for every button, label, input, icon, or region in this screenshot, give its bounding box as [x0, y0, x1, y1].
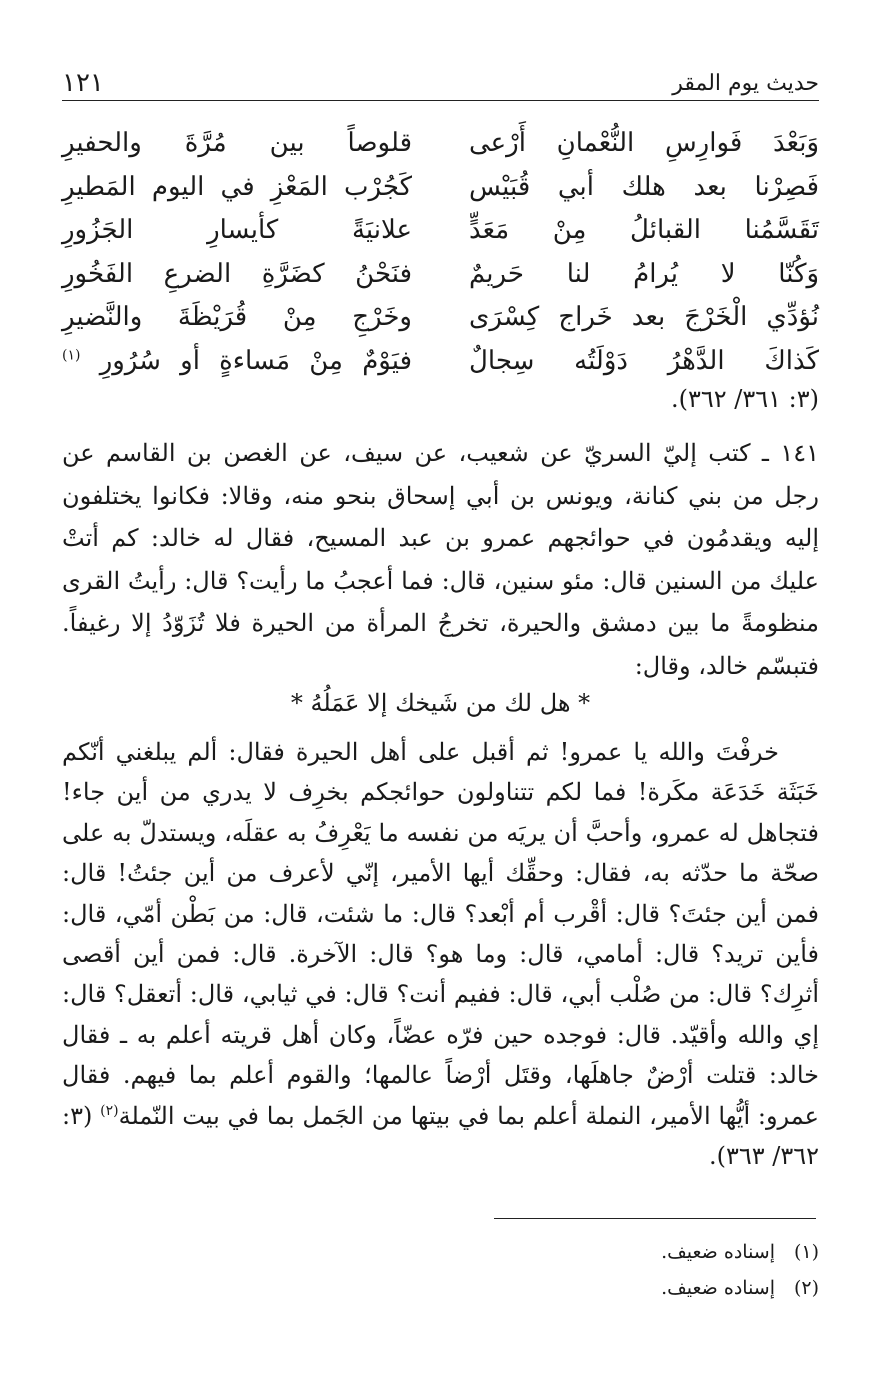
poem-verse: كَذاكَ الدَّهْرُ دَوْلَتُه سِجالٌ — [469, 345, 819, 376]
paragraph-reference: (٣: ٣٦٢/ ٣٦٣). — [62, 1101, 819, 1171]
poem-verse: وخَرْجِ مِنْ قُرَيْظَةَ والنَّضيرِ — [62, 302, 412, 332]
poem-verse: علانيَةً كأيسارِ الجَزُورِ — [62, 215, 412, 245]
poem-verse: وَكُنّا لا يُرامُ لنا حَريمٌ — [469, 258, 819, 289]
footnote-number: (٢) — [793, 1277, 819, 1299]
paragraph-dialogue — [62, 732, 819, 1176]
footnote-divider — [494, 1218, 816, 1219]
poem-verse: فَصِرْنا بعد هلك أبي قُبَيْس — [469, 171, 819, 202]
poem-verse: قلوصاً بين مُرَّةَ والحفيرِ — [62, 128, 412, 158]
poem-verse: وَبَعْدَ فَوارِسِ النُّعْمانِ أَرْعى — [469, 128, 819, 158]
poem-reference: (٣: ٣٦١/ ٣٦٢). — [670, 385, 819, 413]
poem-left-column — [62, 122, 412, 394]
poem-verse: تَقَسَّمُنا القبائلُ مِنْ مَعَدٍّ — [469, 215, 819, 245]
poem-verse: فنَحْنُ كضَرَّةِ الضرعِ الفَخُورِ — [62, 258, 412, 289]
paragraph-dialogue-text: خرفْتَ والله يا عمرو! ثم أقبل على أهل الحيرة فقال: ألم يبلغني أنّكم خَبَثَة خَدَعَة مكَرة! فما لكم تتناولون حوائجكم بخرِف لا يدري من أين جاء! فتجاهل له عمرو، وأحبَّ أن يريَه من نفسه ما يَعْرِفُ به عقلَه، ويستدلّ به على صحّة ما حدّثه به، فقال: وحقِّك أيها الأمير، إنّي لأعرف من أين جئتُ! قال: فمن أين جئتَ؟ قال: أقْرب أم أبْعد؟ قال: ما شئت، قال: من بَطْن أمّي، قال: فأين تريد؟ قال: أمامي، قال: وما هو؟ قال: الآخرة. قال: فمن أين أقصى أثرِك؟ قال: من صُلْب أبي، قال: ففيم أنت؟ قال: في ثيابي، قال: أتعقل؟ قال: إي والله وأقيّد. قال: فوجده حين فرّه عضّاً، وكان أهل قريته أعلم به ـ فقال خالد: قتلت أرْضٌ جاهلَها، وقتَل أرْضاً عالمها؛ والقوم أعلم بما فيهم. فقال عمرو: أيُّها الأمير، النملة أعلم بما في بيتها من الجَمل بما في بيت النّملة — [62, 738, 819, 1130]
footnote-text: إسناده ضعيف. — [661, 1241, 775, 1263]
running-header — [62, 64, 819, 101]
poem-verse-last — [62, 340, 412, 384]
footnote-number: (١) — [793, 1241, 819, 1263]
poem — [62, 122, 819, 394]
poem-verse-text: فيَوْمٌ مِنْ مَساءةٍ أو سُرُورِ — [99, 345, 412, 376]
footnote — [419, 1270, 819, 1306]
poem-verse: نُؤدِّي الْخَرْجَ بعد خَراج كِسْرَى — [469, 302, 819, 332]
footnote-marker: (١) — [62, 346, 81, 363]
poem-right-column — [469, 122, 819, 394]
footnote-marker: (٢) — [100, 1102, 119, 1119]
chapter-title: حديث يوم المقر — [672, 71, 819, 96]
quoted-verse: * هل لك من شَيخك إلا عَمَلُهُ * — [290, 689, 591, 717]
footnotes — [419, 1234, 819, 1306]
poem-verse: كَجُرْب المَعْزِ في اليوم المَطيرِ — [62, 171, 412, 202]
footnote-text: إسناده ضعيف. — [661, 1277, 775, 1299]
page-number: ١٢١ — [62, 68, 104, 98]
paragraph-141: ١٤١ ـ كتب إليّ السريّ عن شعيب، عن سيف، عن الغصن بن القاسم عن رجل من بني كنانة، ويونس بن أبي إسحاق بنحو منه، وقالا: فكانوا يختلفون إليه ويقدمُون في حوائجهم عمرو بن عبد المسيح، فقال له خالد: كم أتتْ عليك من السنين قال: مئو سنين، قال: فما أعجبُ ما رأيت؟ قال: رأيتُ القرى منظومةً ما بين دمشق والحيرة، تخرجُ المرأة من الحيرة فلا تُزَوّدُ إلا رغيفاً. فتبسّم خالد، وقال: — [62, 439, 819, 680]
footnote — [419, 1234, 819, 1270]
